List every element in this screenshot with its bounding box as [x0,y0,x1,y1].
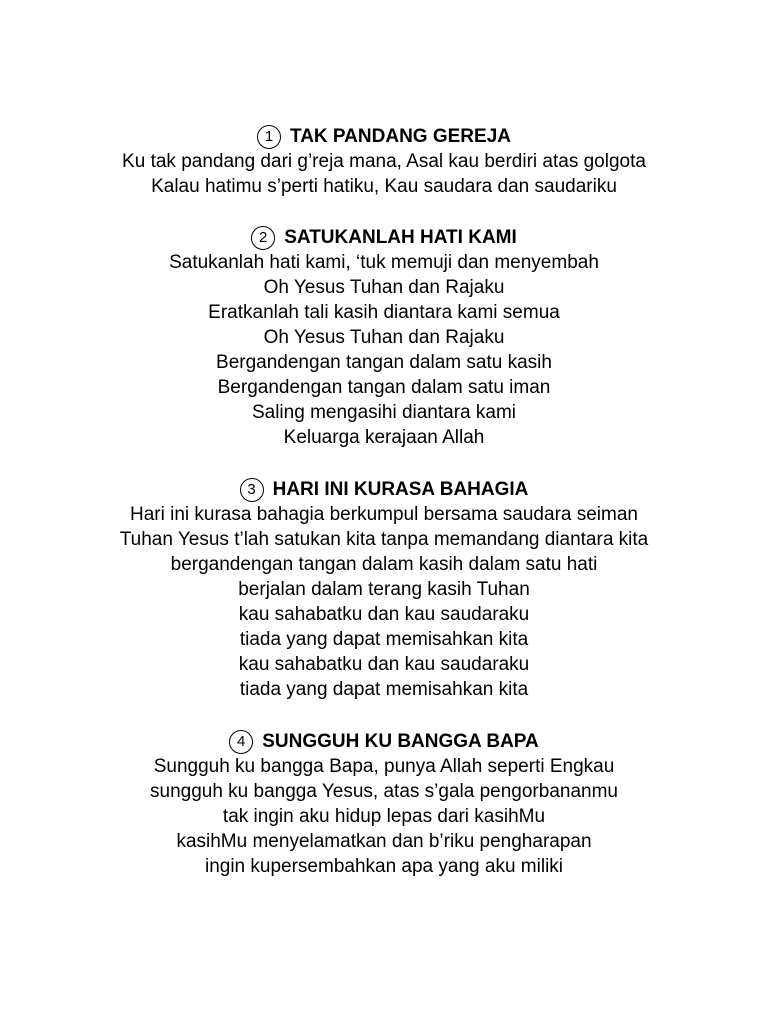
song-number-badge: 3 [240,478,264,502]
lyric-line: Oh Yesus Tuhan dan Rajaku [263,327,505,348]
lyric-line: Oh Yesus Tuhan dan Rajaku [263,277,505,298]
lyric-line: Hari ini kurasa bahagia berkumpul bersama saudara seiman [130,504,638,525]
song-title-text: HARI INI KURASA BAHAGIA [272,479,529,500]
lyric-line: Saling mengasihi diantara kami [251,402,517,423]
song-number-badge: 1 [257,125,281,149]
song-1 [0,124,768,199]
lyric-line: Bergandengan tangan dalam satu iman [217,377,551,398]
song-title [0,477,768,502]
lyric-line: ingin kupersembahkan apa yang aku miliki [204,856,564,877]
lyric-line: Satukanlah hati kami, ‘tuk memuji dan menyembah [169,252,599,273]
lyric-line: kau sahabatku dan kau saudaraku [238,604,530,625]
song-3 [0,477,768,702]
song-title-text: SUNGGUH KU BANGGA BAPA [262,731,539,752]
lyric-line: sungguh ku bangga Yesus, atas s’gala pengorbananmu [150,781,618,802]
song-2 [0,225,768,450]
song-title [0,225,768,250]
lyric-line: kasihMu menyelamatkan dan b’riku pengharapan [176,831,592,852]
lyric-line: tak ingin aku hidup lepas dari kasihMu [222,806,546,827]
lyric-line: kau sahabatku dan kau saudaraku [238,654,530,675]
lyric-line: berjalan dalam terang kasih Tuhan [238,579,530,600]
lyric-line: Kalau hatimu s’perti hatiku, Kau saudara dan saudariku [151,176,617,197]
lyric-line: bergandengan tangan dalam kasih dalam satu hati [170,554,598,575]
song-title-text: SATUKANLAH HATI KAMI [284,227,517,248]
lyric-line: Keluarga kerajaan Allah [283,427,485,448]
song-number-badge: 2 [251,226,275,250]
song-title [0,124,768,149]
song-number-badge: 4 [229,730,253,754]
lyric-line: Sungguh ku bangga Bapa, punya Allah seperti Engkau [153,756,615,777]
song-title [0,729,768,754]
lyric-line: Eratkanlah tali kasih diantara kami semua [208,302,560,323]
lyric-line: Tuhan Yesus t’lah satukan kita tanpa memandang diantara kita [119,529,649,550]
song-4 [0,729,768,879]
lyric-line: tiada yang dapat memisahkan kita [239,679,529,700]
lyric-line: Bergandengan tangan dalam satu kasih [216,352,552,373]
lyric-line: tiada yang dapat memisahkan kita [239,629,529,650]
song-title-text: TAK PANDANG GEREJA [290,126,511,147]
lyric-line: Ku tak pandang dari g’reja mana, Asal kau berdiri atas golgota [122,151,646,172]
